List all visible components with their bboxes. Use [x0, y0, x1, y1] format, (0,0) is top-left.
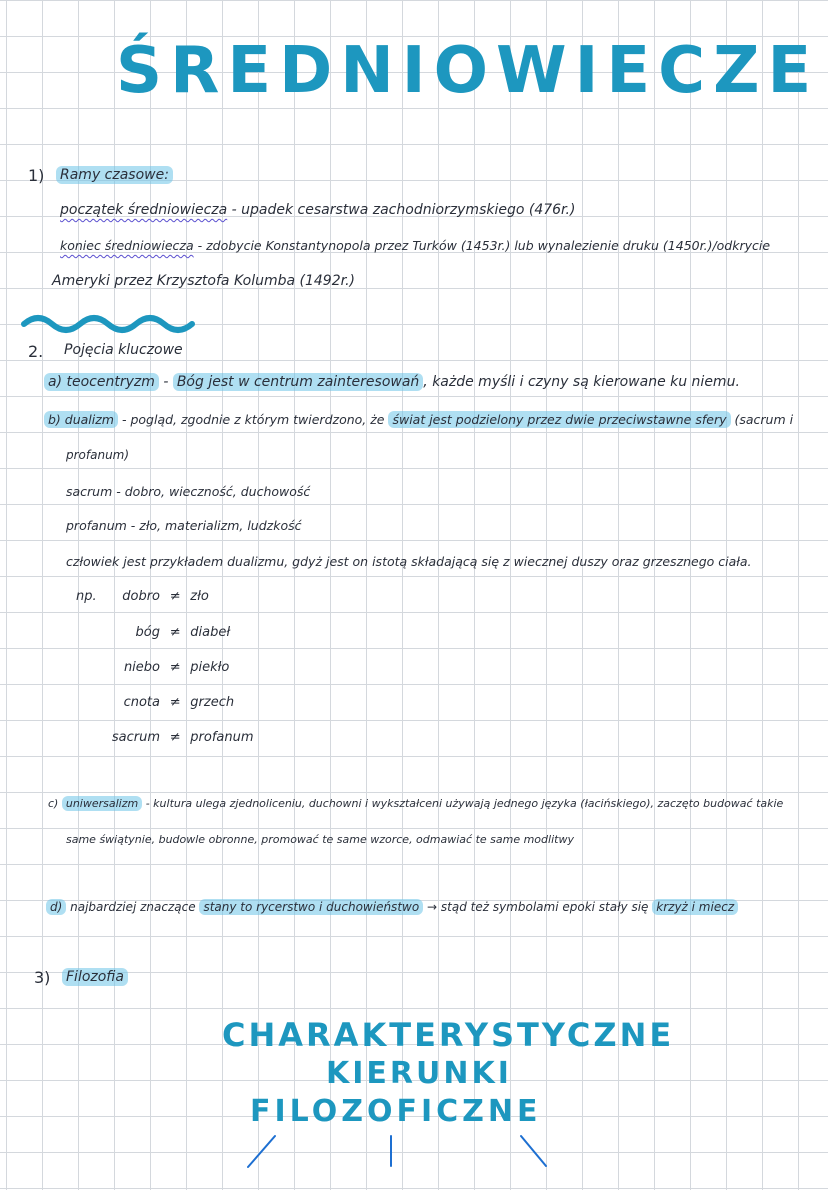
bottom-title-line-2: KIERUNKI — [326, 1056, 512, 1091]
bottom-title-line-1: CHARAKTERYSTYCZNE — [222, 1016, 675, 1054]
example-left: sacrum — [111, 730, 160, 745]
item-d-text: najbardziej znaczące — [70, 900, 196, 914]
end-label: koniec średniowiecza — [60, 238, 194, 253]
example-row — [110, 589, 240, 604]
example-row — [110, 660, 240, 675]
item-d-rest: → stąd też symbolami epoki stały się — [427, 900, 649, 914]
item-b-cont: profanum) — [66, 448, 130, 462]
end-text: - zdobycie Konstantynopola przez Turków (1453r.) lub wynalezienie druku (1450r.)/odkrycie — [197, 238, 771, 253]
item-d-highlight: stany to rycerstwo i duchowieństwo — [199, 899, 423, 915]
item-a-rest: , każde myśli i czyny są kierowane ku niemu. — [423, 374, 740, 390]
item-b-text: - pogląd, zgodnie z którym twierdzono, że — [121, 412, 385, 427]
item-a — [44, 374, 740, 390]
start-line — [60, 202, 575, 218]
example-left: cnota — [123, 695, 160, 710]
bottom-title-line-3: FILOZOFICZNE — [250, 1094, 542, 1129]
example-left: bóg — [135, 625, 160, 640]
example-left: dobro — [122, 589, 160, 604]
item-c-cont: same świątynie, budowle obronne, promować te same wzorce, odmawiać te same modlitwy — [66, 833, 574, 846]
example-right: diabeł — [190, 625, 231, 640]
item-d — [46, 900, 738, 914]
wave-divider — [22, 312, 202, 336]
branch-lines — [0, 1130, 828, 1190]
item-a-term: a) teocentryzm — [44, 373, 159, 391]
profanum-line: profanum - zło, materializm, ludzkość — [66, 518, 302, 533]
section-1-number: 1) — [28, 166, 45, 185]
item-c-highlight: uniwersalizm — [62, 796, 142, 811]
start-text: - upadek cesarstwa zachodniorzymskiego (476r.) — [231, 202, 576, 218]
example-row — [100, 730, 254, 745]
example-right: zło — [190, 589, 209, 604]
item-a-highlight: Bóg jest w centrum zainteresowań — [173, 373, 423, 391]
section-3-heading: Filozofia — [62, 968, 128, 986]
example-sign: ≠ — [169, 625, 181, 640]
item-c-prefix: c) — [48, 797, 59, 810]
example-right: profanum — [190, 730, 254, 745]
item-b-highlight: świat jest podzielony przez dwie przeciwstawne sfery — [388, 411, 730, 428]
end-line — [60, 238, 770, 253]
section-1-heading: Ramy czasowe: — [56, 166, 173, 184]
np-label: np. — [76, 589, 97, 604]
item-d-prefix: d) — [46, 899, 66, 915]
example-sign: ≠ — [169, 695, 181, 710]
example-row — [110, 695, 240, 710]
item-c — [48, 797, 783, 810]
example-left: niebo — [123, 660, 160, 675]
item-b-rest: (sacrum i — [734, 412, 794, 427]
czlowiek-line: człowiek jest przykładem dualizmu, gdyż jest on istotą składającą się z wiecznej duszy oraz grzesznego ciała. — [66, 554, 752, 569]
section-2-number: 2. — [28, 342, 44, 361]
start-label: początek średniowiecza — [60, 202, 228, 218]
section-3-number: 3) — [34, 968, 51, 987]
example-sign: ≠ — [169, 730, 181, 745]
example-row — [110, 625, 240, 640]
item-c-text: - kultura ulega zjednoliceniu, duchowni i wykształceni używają jednego języka (łacińskiego), zaczęto budować takie — [145, 797, 784, 810]
end-line-2: Ameryki przez Krzysztofa Kolumba (1492r.) — [52, 273, 355, 289]
example-right: piekło — [190, 660, 230, 675]
item-d-highlight-2: krzyż i miecz — [652, 899, 738, 915]
item-a-dash: - — [163, 374, 169, 390]
section-2-heading: Pojęcia kluczowe — [64, 342, 183, 358]
page-title: ŚREDNIOWIECZE — [116, 34, 820, 108]
example-sign: ≠ — [169, 589, 181, 604]
example-sign: ≠ — [169, 660, 181, 675]
example-right: grzech — [190, 695, 235, 710]
item-b — [44, 412, 793, 427]
sacrum-line: sacrum - dobro, wieczność, duchowość — [66, 484, 311, 499]
item-b-term: b) dualizm — [44, 411, 118, 428]
